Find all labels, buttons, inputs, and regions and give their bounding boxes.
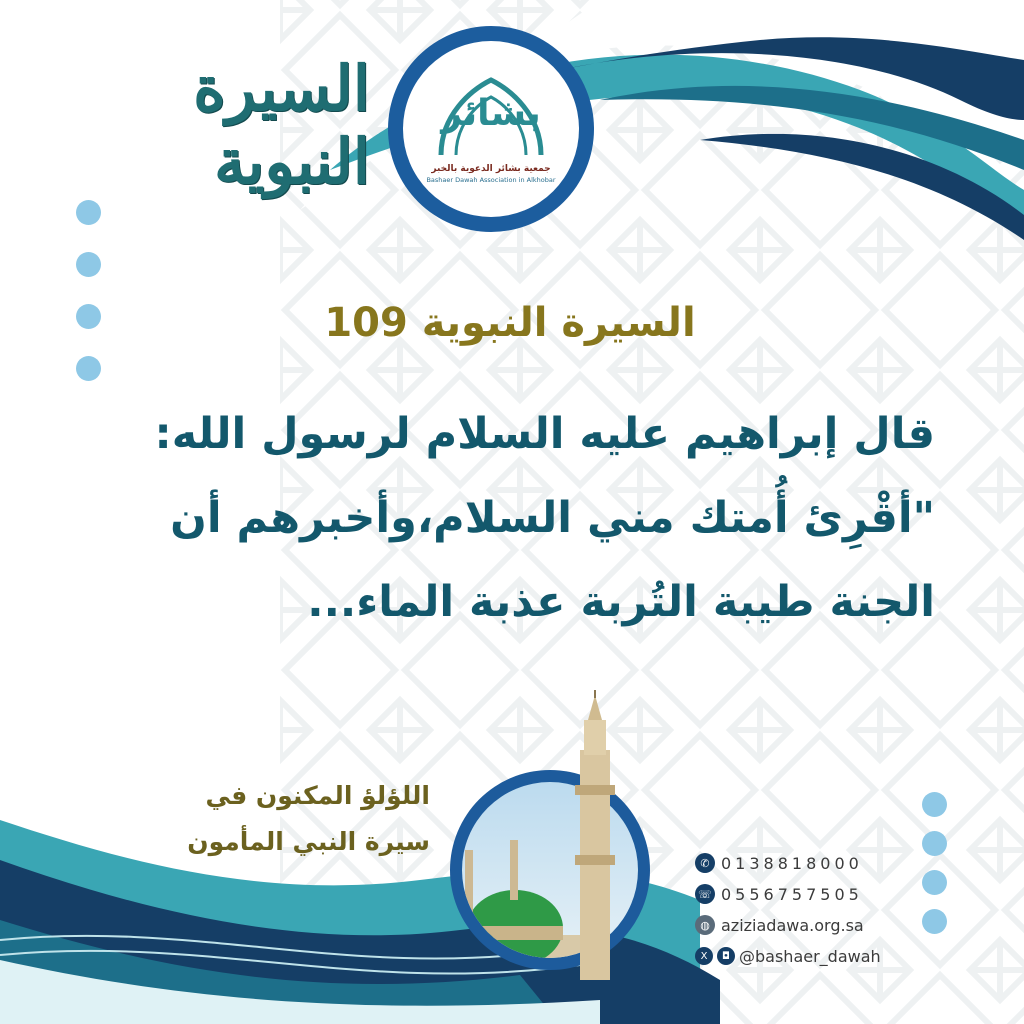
series-title: السيرة النبوية 109 (324, 300, 696, 346)
quote-line: قال إبراهيم عليه السلام لرسول الله: (154, 409, 935, 459)
phone-icon: ✆ (695, 853, 715, 873)
logo-subtitle-english: Bashaer Dawah Association in Alkhobar (426, 175, 556, 184)
calligraphy-title: السيرة النبوية (193, 52, 370, 198)
book-title-line: سيرة النبي المأمون (187, 827, 430, 856)
book-title-line: اللؤلؤ المكنون في (205, 781, 430, 810)
instagram-icon: ◘ (717, 947, 735, 965)
mosque-image (440, 690, 670, 980)
logo-subtitle-arabic: جمعية بشائر الدعوية بالخبر (431, 163, 551, 174)
book-title (130, 773, 430, 865)
dot (76, 252, 101, 277)
dot (76, 200, 101, 225)
dot (76, 304, 101, 329)
quote-text (50, 392, 935, 644)
globe-icon: ◍ (695, 915, 715, 935)
quote-line: الجنة طيبة التُربة عذبة الماء... (307, 577, 935, 627)
contact-website[interactable] (695, 910, 915, 940)
dot (922, 909, 947, 934)
contact-social[interactable] (695, 941, 915, 971)
association-logo (388, 26, 594, 232)
contact-text: 0556757505 (721, 884, 863, 904)
dot (922, 792, 947, 817)
contact-text: aziziadawa.org.sa (721, 915, 864, 935)
contact-text: @bashaer_dawah (739, 946, 881, 966)
dot (76, 356, 101, 381)
logo-inner (403, 41, 579, 217)
contact-list (695, 848, 915, 972)
decorative-dots-right (922, 792, 952, 948)
contact-text: 0138818000 (721, 853, 863, 873)
dot (922, 831, 947, 856)
dot (922, 870, 947, 895)
x-icon: X (695, 947, 713, 965)
quote-line: "أقْرِئ أُمتك مني السلام،وأخبرهم أن (170, 493, 935, 543)
contact-whatsapp[interactable] (695, 879, 915, 909)
logo-name: بشائر (441, 92, 541, 134)
contact-phone[interactable] (695, 848, 915, 878)
decorative-dots-left (76, 200, 106, 408)
whatsapp-icon: ☏ (695, 884, 715, 904)
